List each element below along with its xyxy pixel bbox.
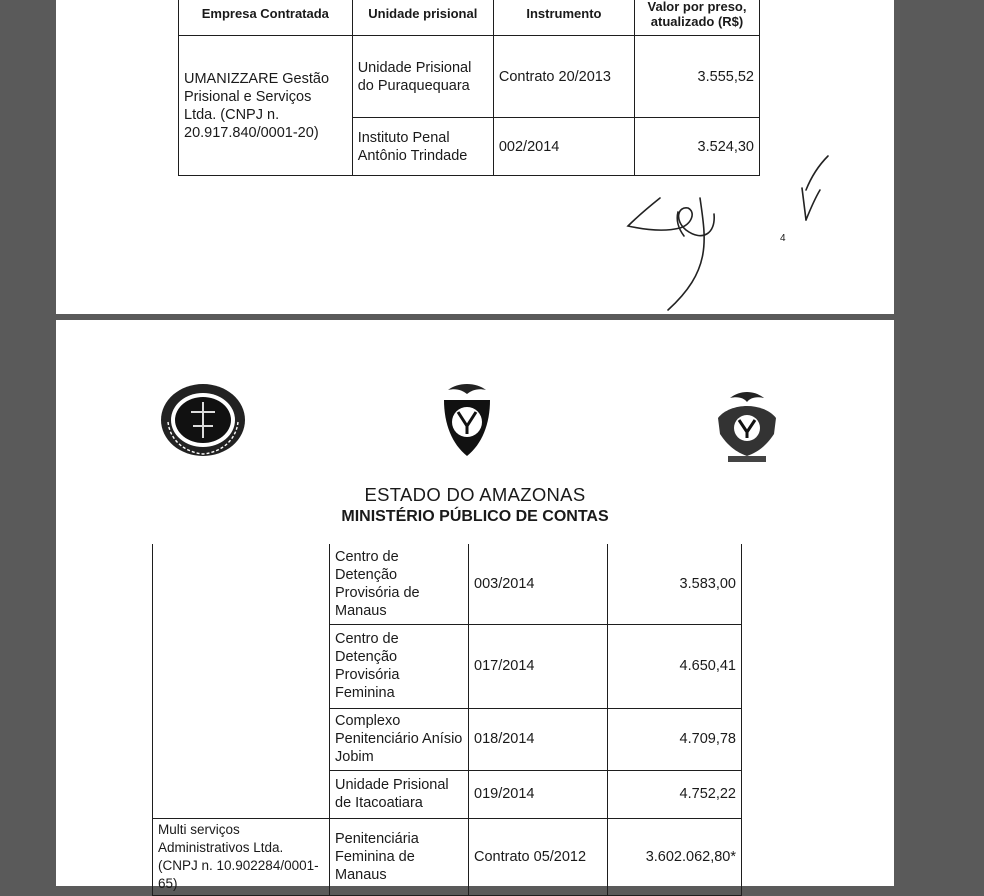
unit-cell: Instituto Penal Antônio Trindade [352,118,493,176]
instrument-cell: 017/2014 [469,624,608,708]
table-row [179,36,760,118]
value-cell: 4.752,22 [608,770,742,818]
value-cell: 3.602.062,80* [608,818,742,895]
table-row [153,544,742,624]
state-title: ESTADO DO AMAZONAS [364,484,586,505]
instrument-cell: 003/2014 [469,544,608,624]
instrument-cell: 002/2014 [493,118,634,176]
company-cell-empty [153,544,330,818]
company-cell: Multi serviços Administrativos Ltda. (CNPJ n. 10.902284/0001-65) [153,818,330,895]
state-crest-icon [438,380,496,462]
value-cell: 3.524,30 [635,118,760,176]
unit-cell: Unidade Prisional de Itacoatiara [330,770,469,818]
header-value: Valor por preso, atualizado (R$) [635,0,760,36]
instrument-cell: 019/2014 [469,770,608,818]
unit-cell: Centro de Detenção Provisória Feminina [330,624,469,708]
header-company: Empresa Contratada [179,0,353,36]
table-row [153,818,742,895]
instrument-cell: Contrato 20/2013 [493,36,634,118]
document-page-bottom [56,320,894,891]
company-cell: UMANIZZARE Gestão Prisional e Serviços Ltda. (CNPJ n. 20.917.840/0001-20) [179,36,353,176]
table-header-row [179,0,760,36]
ministry-title: MINISTÉRIO PÚBLICO DE CONTAS [341,508,609,525]
handwritten-signature [616,150,836,314]
state-coat-of-arms-icon [714,386,780,466]
value-cell: 4.650,41 [608,624,742,708]
unit-cell: Unidade Prisional do Puraquequara [352,36,493,118]
instrument-cell: Contrato 05/2012 [469,818,608,895]
header-unit: Unidade prisional [352,0,493,36]
page-number: 4 [780,233,786,244]
value-cell: 3.583,00 [608,544,742,624]
value-cell: 4.709,78 [608,708,742,770]
document-page-top [56,0,894,314]
instrument-cell: 018/2014 [469,708,608,770]
header-instrument: Instrumento [493,0,634,36]
contracts-table-bottom [152,544,742,896]
unit-cell: Complexo Penitenciário Anísio Jobim [330,708,469,770]
value-cell: 3.555,52 [635,36,760,118]
unit-cell: Centro de Detenção Provisória de Manaus [330,544,469,624]
unit-cell: Penitenciária Feminina de Manaus [330,818,469,895]
wreath-seal-icon [160,382,246,458]
